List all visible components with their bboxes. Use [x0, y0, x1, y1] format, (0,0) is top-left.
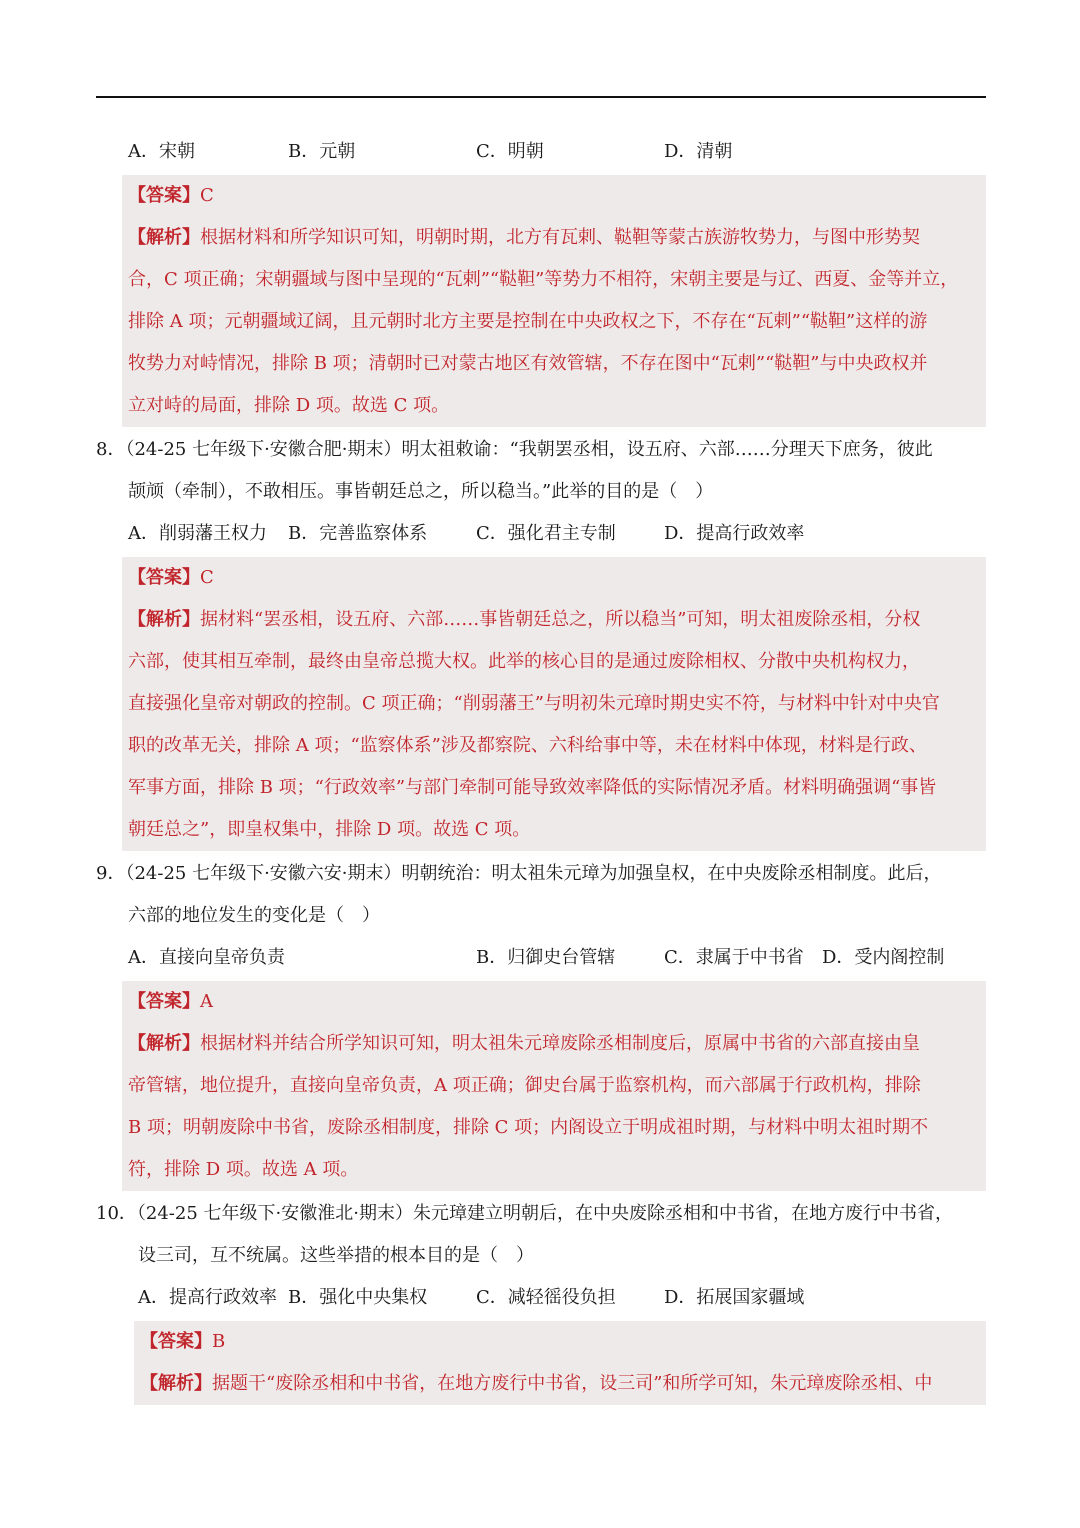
q10-options	[138, 1281, 938, 1315]
q8-options	[128, 517, 928, 551]
q9-option-c: C．隶属于中书省	[664, 947, 804, 968]
analysis-tag: 【解析】	[128, 609, 200, 630]
q7-analysis-line: 牧势力对峙情况，排除 B 项；清朝时已对蒙古地区有效管辖，不存在图中“瓦剌”“鞑靼”与中央政权并	[128, 353, 928, 374]
q7-option-a: A．宋朝	[128, 141, 195, 162]
q10-analysis-line: 据题干“废除丞相和中书省，在地方废行中书省，设三司”和所学可知，朱元璋废除丞相、中	[212, 1373, 933, 1394]
q10-stem-line: 设三司，互不统属。这些举措的根本目的是（ ）	[138, 1245, 534, 1266]
answer-tag: 【答案】	[128, 567, 200, 588]
q8-analysis-line: 军事方面，排除 B 项；“行政效率”与部门牵制可能导致效率降低的实际情况矛盾。材料明确强调“事皆	[128, 777, 937, 798]
q10-option-d: D．拓展国家疆域	[664, 1287, 805, 1308]
q7-analysis-line: 根据材料和所学知识可知，明朝时期，北方有瓦剌、鞑靼等蒙古族游牧势力，与图中形势契	[200, 227, 920, 248]
q7-analysis-line: 排除 A 项；元朝疆域辽阔，且元朝时北方主要是控制在中央政权之下，不存在“瓦剌”“鞑靼”这样的游	[128, 311, 928, 332]
q8-stem-line: 颉颃（牵制），不敢相压。事皆朝廷总之，所以稳当。”此举的目的是（ ）	[128, 481, 714, 502]
q7-option-b: B．元朝	[288, 141, 356, 162]
q8-answer: C	[200, 567, 214, 588]
q8-analysis-line: 据材料“罢丞相，设五府、六部……事皆朝廷总之，所以稳当”可知，明太祖废除丞相，分权	[200, 609, 921, 630]
q10-option-a: A．提高行政效率	[138, 1287, 277, 1308]
answer-tag: 【答案】	[128, 185, 200, 206]
q9-answer: A	[200, 991, 213, 1012]
q9-answer-box	[122, 981, 986, 1191]
q8-analysis-line: 朝廷总之”，即皇权集中，排除 D 项。故选 C 项。	[128, 819, 531, 840]
q9-analysis-line: 帝管辖，地位提升，直接向皇帝负责，A 项正确；御史台属于监察机构，而六部属于行政机构，排除	[128, 1075, 921, 1096]
q10-answer-box	[134, 1321, 986, 1405]
q9-answer-line	[128, 981, 982, 1023]
q10-option-b: B．强化中央集权	[288, 1287, 428, 1308]
q8-option-a: A．削弱藩王权力	[128, 523, 267, 544]
q8-option-b: B．完善监察体系	[288, 523, 428, 544]
answer-tag: 【答案】	[128, 991, 200, 1012]
q9-stem-line: 六部的地位发生的变化是（ ）	[128, 905, 380, 926]
q9-stem-line: 9．（24-25 七年级下·安徽六安·期末）明朝统治：明太祖朱元璋为加强皇权，在中央废除丞相制度。此后，	[96, 863, 942, 884]
answer-tag: 【答案】	[140, 1331, 212, 1352]
q10-option-c: C．减轻徭役负担	[476, 1287, 616, 1308]
q8-analysis-line: 直接强化皇帝对朝政的控制。C 项正确；“削弱藩王”与明初朱元璋时期史实不符，与材料中针对中央官	[128, 693, 940, 714]
q8-option-d: D．提高行政效率	[664, 523, 805, 544]
q8-answer-line	[128, 557, 982, 599]
q9-analysis-line: 根据材料并结合所学知识可知，明太祖朱元璋废除丞相制度后，原属中书省的六部直接由皇	[200, 1033, 920, 1054]
q9-option-d: D．受内阁控制	[822, 947, 945, 968]
q8-stem	[96, 429, 986, 513]
q7-answer-box	[122, 175, 986, 427]
q7-answer: C	[200, 185, 214, 206]
q10-answer-line	[140, 1321, 982, 1363]
analysis-tag: 【解析】	[128, 227, 200, 248]
q7-analysis-line: 立对峙的局面，排除 D 项。故选 C 项。	[128, 395, 450, 416]
q7-option-d: D．清朝	[664, 141, 733, 162]
q10-stem-line: 10．（24-25 七年级下·安徽淮北·期末）朱元璋建立明朝后，在中央废除丞相和中书省，在地方废行中书省，	[96, 1203, 953, 1224]
q8-analysis-line: 六部，使其相互牵制，最终由皇帝总揽大权。此举的核心目的是通过废除相权、分散中央机构权力，	[128, 651, 920, 672]
q9-analysis-line: 符，排除 D 项。故选 A 项。	[128, 1159, 359, 1180]
q7-answer-line	[128, 175, 982, 217]
q10-stem	[96, 1193, 986, 1277]
q7-option-c: C．明朝	[476, 141, 544, 162]
q10-answer: B	[212, 1331, 226, 1352]
q9-stem	[96, 853, 986, 937]
q8-answer-box	[122, 557, 986, 851]
q9-option-a: A．直接向皇帝负责	[128, 947, 285, 968]
q7-options	[128, 135, 928, 169]
q7-analysis-line: 合，C 项正确；宋朝疆域与图中呈现的“瓦剌”“鞑靼”等势力不相符，宋朝主要是与辽、西夏、金等并立，	[128, 269, 959, 290]
q8-stem-line: 8．（24-25 七年级下·安徽合肥·期末）明太祖敕谕：“我朝罢丞相，设五府、六部……分理天下庶务，彼此	[96, 439, 933, 460]
q9-options	[128, 941, 945, 975]
analysis-tag: 【解析】	[140, 1373, 212, 1394]
q9-option-b: B．归御史台管辖	[476, 947, 616, 968]
q8-analysis-line: 职的改革无关，排除 A 项；“监察体系”涉及都察院、六科给事中等，未在材料中体现，材料是行政、	[128, 735, 927, 756]
q9-analysis-line: B 项；明朝废除中书省，废除丞相制度，排除 C 项；内阁设立于明成祖时期，与材料中明太祖时期不	[128, 1117, 929, 1138]
header-rule	[96, 96, 986, 98]
analysis-tag: 【解析】	[128, 1033, 200, 1054]
q8-option-c: C．强化君主专制	[476, 523, 616, 544]
